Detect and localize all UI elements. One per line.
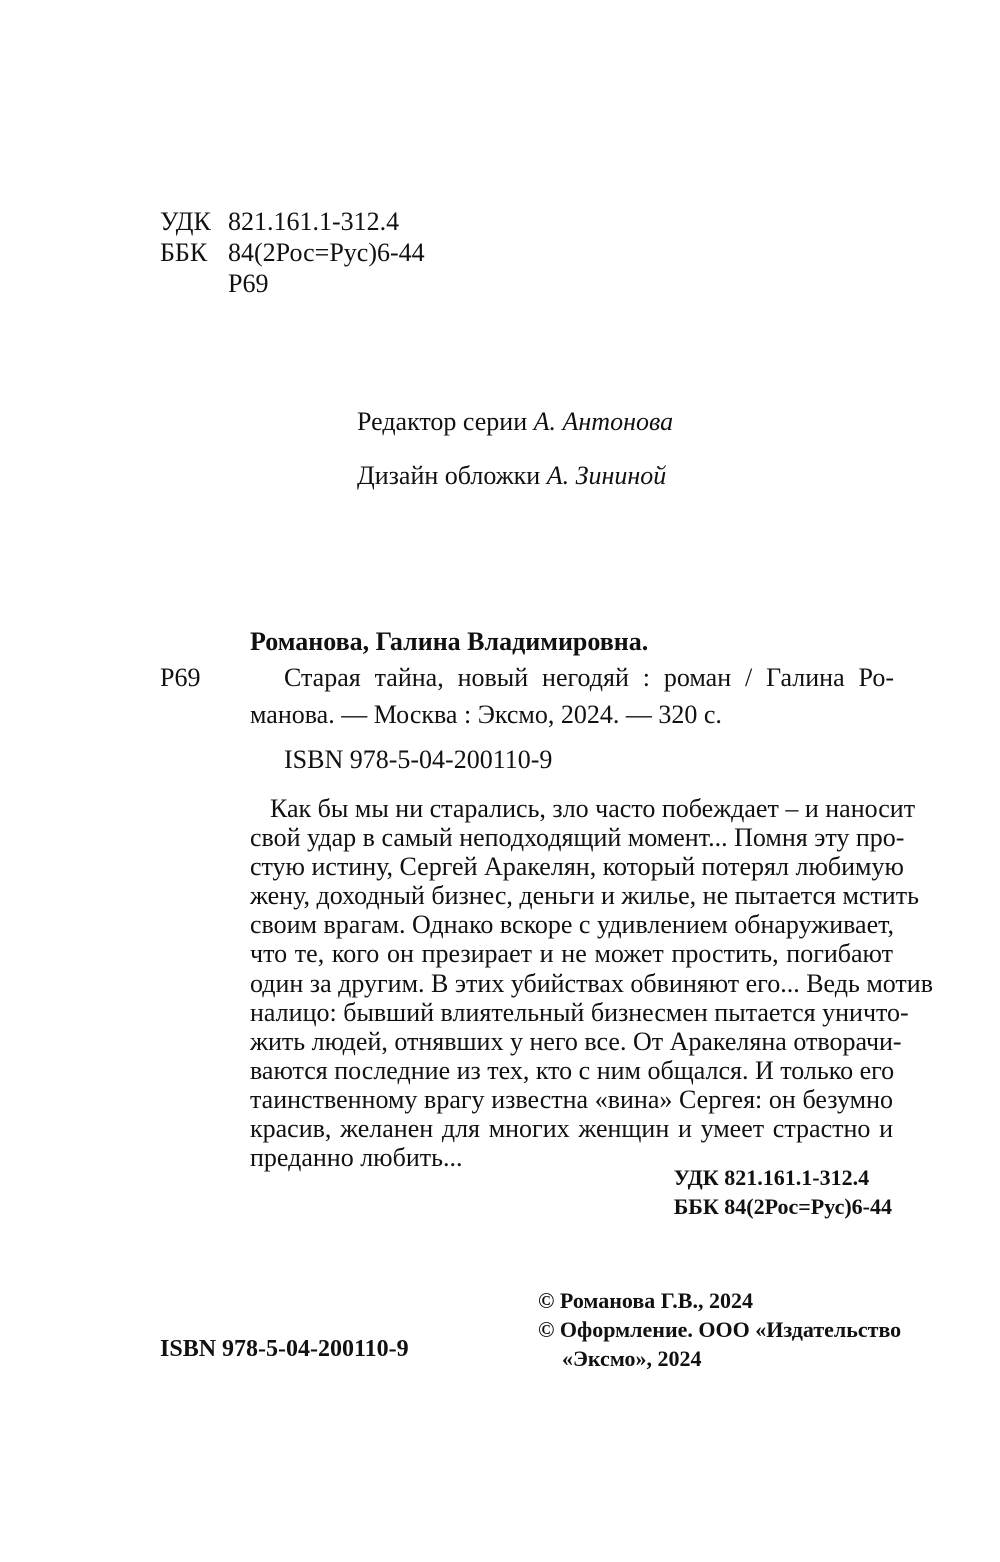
classification-bottom — [674, 1163, 892, 1221]
bbk-value: 84(2Рос=Рус)6-44 — [228, 238, 425, 267]
bbk-top — [160, 238, 425, 268]
series-editor-name: А. Антонова — [533, 407, 674, 436]
author-heading: Романова, Галина Владимировна. — [250, 627, 649, 656]
series-editor — [357, 407, 673, 437]
isbn-bottom: ISBN 978-5-04-200110-9 — [160, 1336, 409, 1362]
annotation-line: преданно любить... — [250, 1143, 463, 1173]
annotation-line: ваются последние из тех, кто с ним общался. И только его — [250, 1055, 895, 1085]
bbk-bottom: ББК 84(2Рос=Рус)6-44 — [673, 1194, 892, 1219]
annotation-line: красив, желанен для многих женщин и умеет страстно и — [250, 1114, 893, 1144]
annotation-line: таинственному врагу известна «вина» Сергея: он безумно — [250, 1084, 893, 1114]
copyright-line-3: «Эксмо», 2024 — [562, 1346, 702, 1371]
author-mark: Р69 — [160, 663, 201, 692]
annotation-line: налицо: бывший влиятельный бизнесмен пытается уничто- — [250, 997, 909, 1027]
annotation-line: что те, кого он презирает и не может простить, погибают — [250, 939, 893, 969]
isbn-record: ISBN 978-5-04-200110-9 — [284, 745, 553, 774]
annotation-line: своим врагам. Однако вскоре с удивлением обнаруживает, — [250, 910, 895, 940]
udk-bottom: УДК 821.161.1-312.4 — [673, 1165, 870, 1190]
annotation-line: Как бы мы ни старались, зло часто побеждает – и наносит — [270, 794, 916, 823]
copyright-line-2: © Оформление. ООО «Издательство — [538, 1317, 902, 1342]
author-mark-top: Р69 — [228, 269, 269, 298]
udk-value: 821.161.1-312.4 — [228, 207, 400, 236]
annotation-line: жить людей, отнявших у него все. От Аракеляна отворачи- — [250, 1026, 902, 1056]
cover-design — [357, 461, 666, 491]
annotation-line: стую истину, Сергей Аракелян, который потерял любимую — [250, 852, 904, 882]
annotation — [250, 794, 933, 1173]
cover-design-role: Дизайн обложки — [357, 461, 541, 490]
bbk-label: ББК — [160, 238, 208, 267]
annotation-line: один за другим. В этих убийствах обвиняют его... Ведь мотив — [250, 968, 933, 998]
title-line-1: Старая тайна, новый негодяй : роман / Галина Ро- — [284, 663, 894, 692]
cover-design-name: А. Зининой — [546, 461, 667, 490]
annotation-line: свой удар в самый неподходящий момент... Помня эту про- — [250, 823, 905, 853]
udk-label: УДК — [160, 207, 211, 236]
title-line-2: манова. — Москва : Эксмо, 2024. — 320 с. — [250, 700, 722, 729]
series-editor-role: Редактор серии — [357, 407, 528, 436]
copyright-line-1: © Романова Г.В., 2024 — [538, 1288, 753, 1313]
annotation-line: жену, доходный бизнес, деньги и жилье, не пытается мстить — [250, 881, 919, 911]
udk-top — [160, 207, 399, 237]
